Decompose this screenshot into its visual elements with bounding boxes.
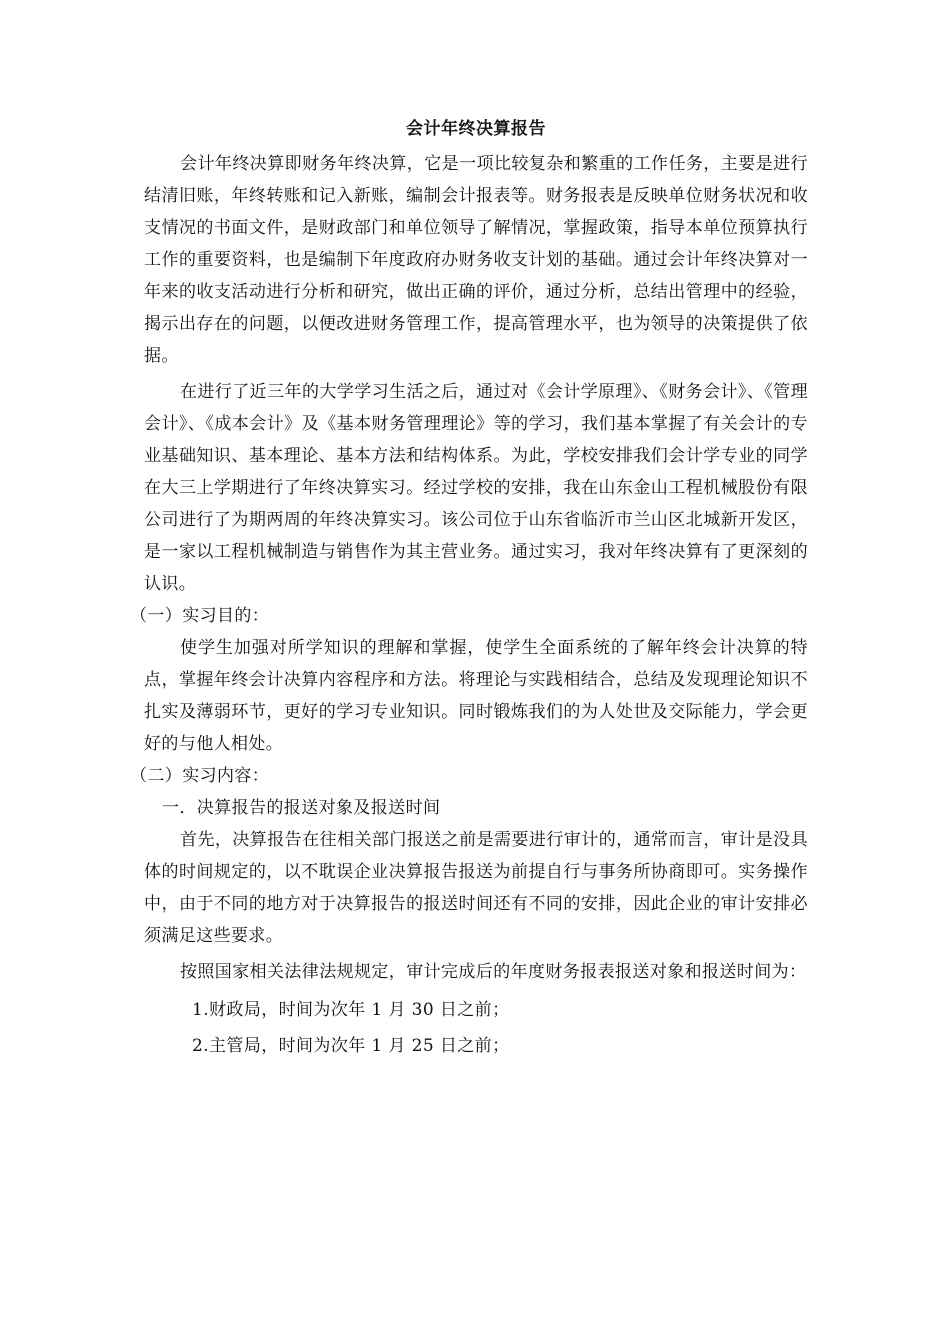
section-heading-content: （二）实习内容： xyxy=(130,766,270,786)
list-item-finance-bureau: 1.财政局，时间为次年 1 月 30 日之前； xyxy=(192,1000,510,1020)
subsection-heading-report-submission: 一．决算报告的报送对象及报送时间 xyxy=(162,798,441,818)
document-page xyxy=(130,112,808,1064)
document-title: 会计年终决算报告 xyxy=(406,119,546,139)
paragraph-intro: 会计年终决算即财务年终决算，它是一项比较复杂和繁重的工作任务，主要是进行结清旧账，年终转账和记入新账，编制会计报表等。财务报表是反映单位财务状况和收支情况的书面文件，是财政部门和单位领导了解情况，掌握政策，指导本单位预算执行工作的重要资料，也是编制下年度政府办财务收支计划的基础。通过会计年终决算对一年来的收支活动进行分析和研究，做出正确的评价，通过分析，总结出管理中的经验，揭示出存在的问题，以便改进财务管理工作，提高管理水平，也为领导的决策提供了依据。 xyxy=(144,154,808,366)
paragraph-background: 在进行了近三年的大学学习生活之后，通过对《会计学原理》、《财务会计》、《管理会计》、《成本会计》及《基本财务管理理论》等的学习，我们基本掌握了有关会计的专业基础知识、基本理论、基本方法和结构体系。为此，学校安排我们会计学专业的同学在大三上学期进行了年终决算实习。经过学校的安排，我在山东金山工程机械股份有限公司进行了为期两周的年终决算实习。该公司位于山东省临沂市兰山区北城新开发区，是一家以工程机械制造与销售作为其主营业务。通过实习，我对年终决算有了更深刻的认识。 xyxy=(144,382,808,594)
paragraph-regulation: 按照国家相关法律法规规定，审计完成后的年度财务报表报送对象和报送时间为： xyxy=(180,962,807,982)
section-heading-purpose: （一）实习目的： xyxy=(130,606,270,626)
paragraph-purpose: 使学生加强对所学知识的理解和掌握，使学生全面系统的了解年终会计决算的特点，掌握年终会计决算内容程序和方法。将理论与实践相结合，总结及发现理论知识不扎实及薄弱环节，更好的学习专业知识。同时锻炼我们的为人处世及交际能力，学会更好的与他人相处。 xyxy=(144,638,808,754)
list-item-competent-bureau: 2.主管局，时间为次年 1 月 25 日之前； xyxy=(192,1036,510,1056)
paragraph-audit: 首先，决算报告在往相关部门报送之前是需要进行审计的，通常而言，审计是没具体的时间规定的，以不耽误企业决算报告报送为前提自行与事务所协商即可。实务操作中，由于不同的地方对于决算报告的报送时间还有不同的安排，因此企业的审计安排必须满足这些要求。 xyxy=(144,830,808,946)
